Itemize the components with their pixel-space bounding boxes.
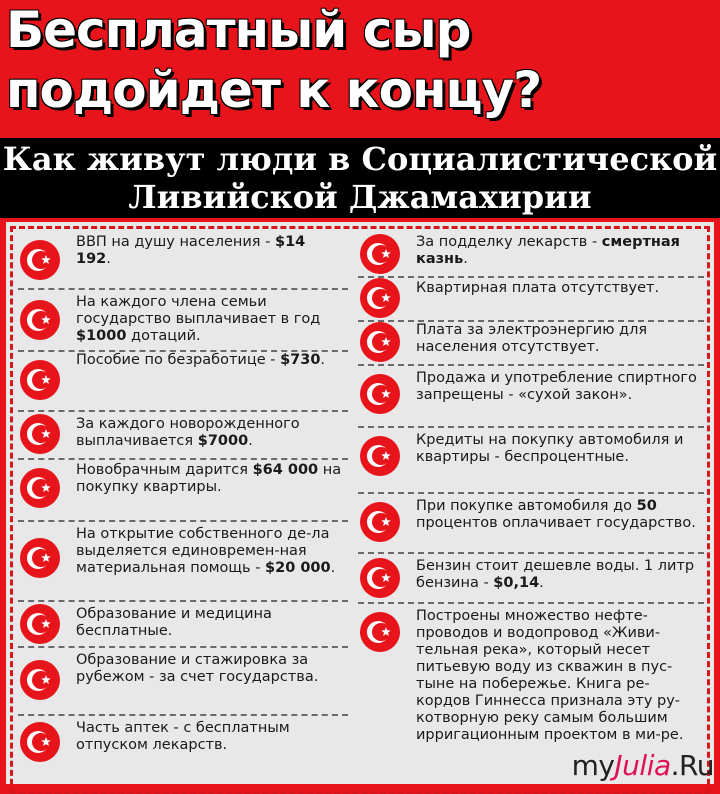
libya-crescent-star-icon [20,414,60,454]
fact-text: За каждого новорожденного выплачивается $7000. [76,416,300,449]
libya-crescent-star-icon [20,300,60,340]
fact-text: Бензин стоит дешевле воды. 1 литр бензина - $0,14. [416,558,695,591]
fact-highlight: 50 [636,498,657,514]
libya-crescent-star-icon [360,436,400,476]
fact-highlight: $20 000 [265,560,331,576]
fact-highlight: $7000 [197,433,249,449]
libya-crescent-star-icon [20,240,60,280]
fact-text: Часть аптек - с бесплатным отпуском лекарств. [76,720,290,753]
libya-crescent-star-icon [20,660,60,700]
fact-highlight: $64 000 [252,462,319,478]
fact-text: Плата за электроэнергию для населения отсутствует. [416,322,648,355]
fact-text: Построены множество нефте-проводов и водопровод «Живи-тельная река», который несет питьевую воду из скважин в пус-тыне на побережье. Книга ре-кордов Гиннесса признала эту ру-котворную реку самым большим ирригационным проектом в ми-ре. [416,608,684,743]
fact-text: За подделку лекарств - смертная казнь. [416,234,680,267]
fact-text: Продажа и употребление спиртного запрещены - «сухой закон». [416,370,697,403]
fact-text: ВВП на душу населения - $14 192. [76,234,306,267]
libya-crescent-star-icon [20,468,60,508]
fact-item [358,492,704,554]
watermark: myJulia.Ru [571,749,714,782]
fact-highlight: смертная казнь [416,234,680,267]
fact-item [358,602,704,772]
fact-highlight: $14 192 [76,234,306,267]
headline [6,0,716,120]
fact-item [358,232,704,278]
fact-text: Новобрачным дарится $64 000 на покупку квартиры. [76,462,342,495]
fact-highlight: $730 [280,352,321,368]
libya-crescent-star-icon [360,234,400,274]
fact-text: На каждого члена семьи государство выплачивает в год $1000 дотаций. [76,294,321,344]
headline-line-1: Бесплатный сыр [6,1,471,59]
libya-crescent-star-icon [20,538,60,578]
libya-crescent-star-icon [360,612,400,652]
fact-text: На открытие собственного де-ла выделяется единовремен-ная материальная помощь - $20 000. [76,526,336,576]
fact-item [358,276,704,322]
fact-text: Квартирная плата отсутствует. [416,280,660,296]
fact-text: Пособие по безработице - $730. [76,352,326,368]
fact-item [18,232,348,290]
libya-crescent-star-icon [20,360,60,400]
libya-crescent-star-icon [360,558,400,598]
libya-crescent-star-icon [360,502,400,542]
libya-crescent-star-icon [20,722,60,762]
headline-line-2: подойдет к концу? [6,61,542,119]
libya-crescent-star-icon [360,278,400,318]
subheadline-line-1: Как живут люди в Социалистической [2,140,718,178]
fact-item [358,426,704,494]
fact-text: При покупке автомобиля до 50 процентов оплачивает государство. [416,498,696,531]
facts-panel [6,222,714,784]
libya-crescent-star-icon [20,604,60,644]
fact-item [18,410,348,460]
fact-text: Образование и медицина бесплатные. [76,606,272,639]
libya-crescent-star-icon [360,374,400,414]
fact-item [18,646,348,716]
fact-text: Образование и стажировка за рубежом - за счет государства. [76,652,319,685]
libya-crescent-star-icon [360,322,400,362]
subheadline-band [0,138,720,218]
fact-item [18,458,348,522]
fact-highlight: $0,14 [493,575,540,591]
fact-item [18,350,348,412]
fact-item [18,714,348,774]
fact-text: Кредиты на покупку автомобиля и квартиры - беспроцентные. [416,432,684,465]
fact-item [18,288,348,352]
fact-item [18,600,348,648]
fact-item [18,520,348,602]
fact-item [358,552,704,604]
fact-item [358,320,704,366]
subheadline-line-2: Ливийской Джамахирии [128,178,592,216]
fact-item [358,364,704,428]
fact-highlight: $1000 [76,328,127,344]
